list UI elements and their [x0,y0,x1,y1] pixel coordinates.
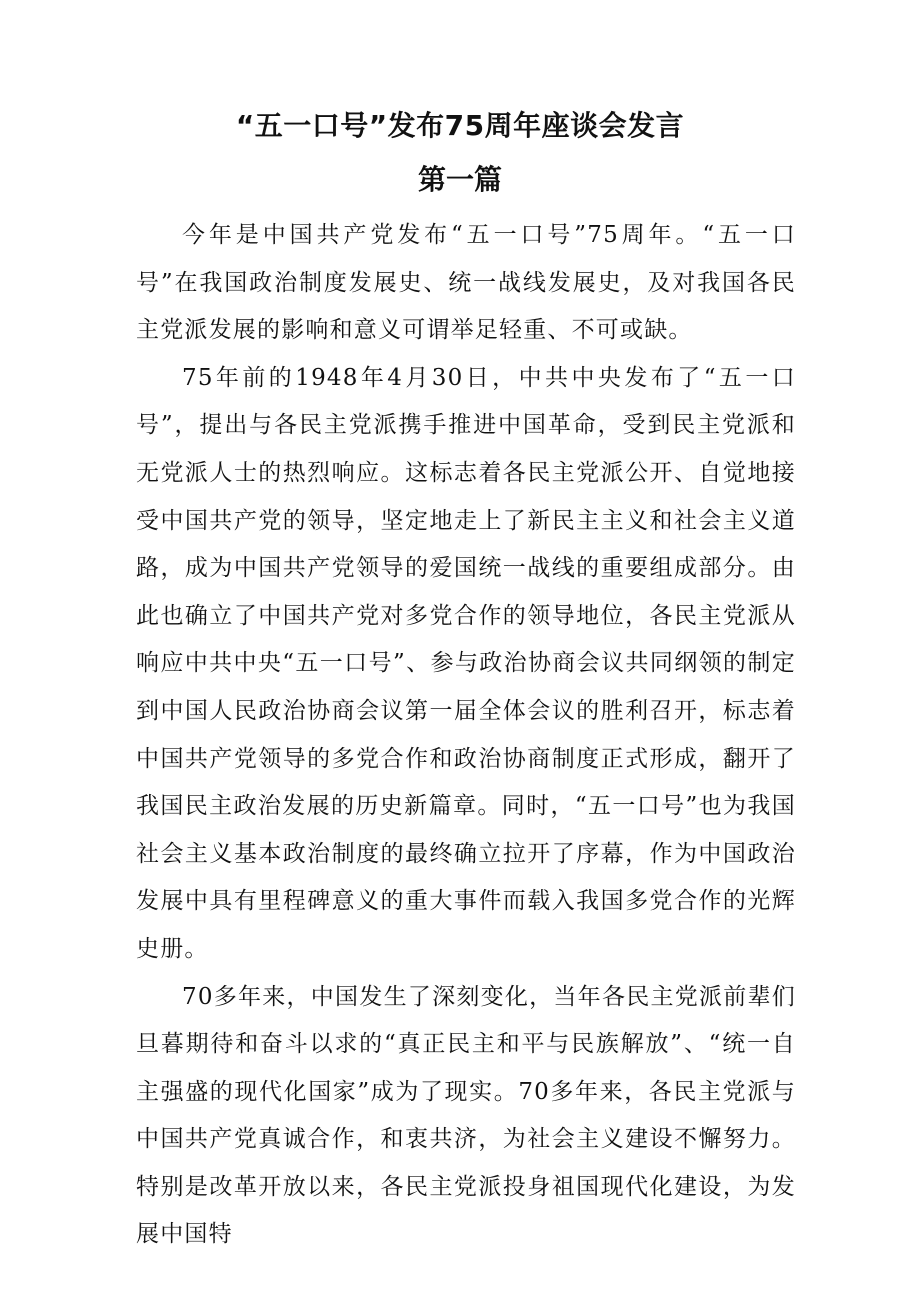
document-body [136,212,796,1259]
paragraph: 75年前的1948年4月30日，中共中央发布了“五一口号”，提出与各民主党派携手推进中国革命，受到民主党派和无党派人士的热烈响应。这标志着各民主党派公开、自觉地接受中国共产党的领导，坚定地走上了新民主主义和社会主义道路，成为中国共产党领导的爱国统一战线的重要组成部分。由此也确立了中国共产党对多党合作的领导地位，各民主党派从响应中共中央“五一口号”、参与政治协商会议共同纲领的制定到中国人民政治协商会议第一届全体会议的胜利召开，标志着中国共产党领导的多党合作和政治协商制度正式形成，翻开了我国民主政治发展的历史新篇章。同时，“五一口号”也为我国社会主义基本政治制度的最终确立拉开了序幕，作为中国政治发展中具有里程碑意义的重大事件而载入我国多党合作的光辉史册。 [136,364,796,962]
document-subtitle: 第一篇 [417,163,502,196]
document-title: “五一口号”发布75周年座谈会发言 [235,109,685,142]
paragraph: 今年是中国共产党发布“五一口号”75周年。“五一口号”在我国政治制度发展史、统一战线发展史，及对我国各民主党派发展的影响和意义可谓举足轻重、不可或缺。 [136,222,796,344]
paragraph: 70多年来，中国发生了深刻变化，当年各民主党派前辈们旦暮期待和奋斗以求的“真正民主和平与民族解放”、“统一自主强盛的现代化国家”成为了现实。70多年来，各民主党派与中国共产党真诚合作，和衷共济，为社会主义建设不懈努力。特别是改革开放以来，各民主党派投身祖国现代化建设，为发展中国特 [136,983,796,1248]
